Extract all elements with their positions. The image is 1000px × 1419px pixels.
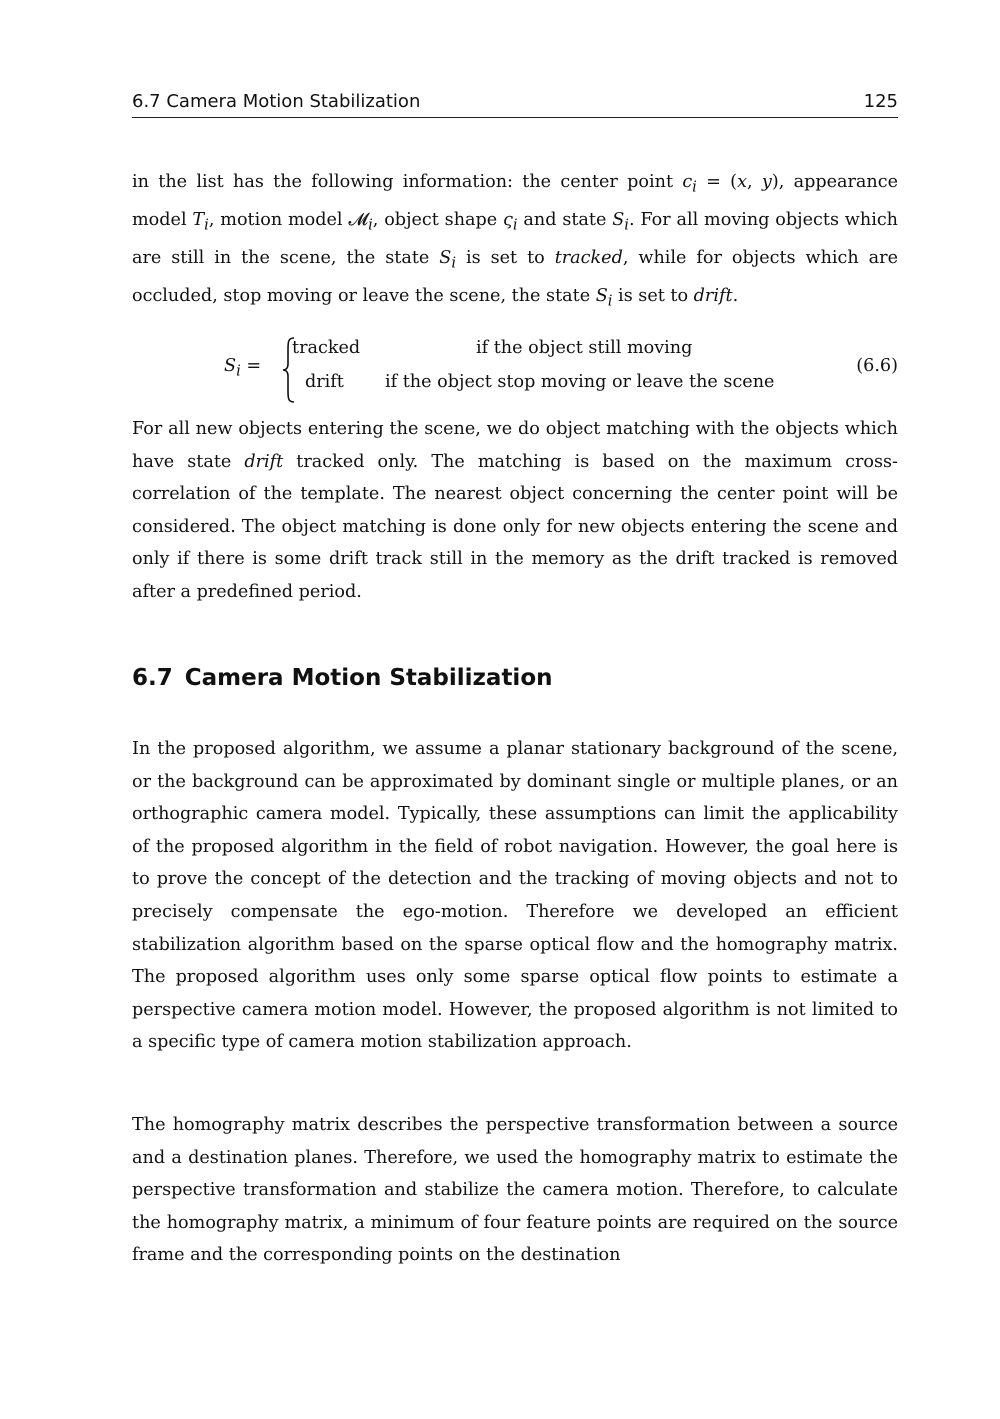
running-header <box>132 88 898 118</box>
section-number: 6.7 <box>132 665 173 691</box>
text-run: is set to <box>456 248 555 269</box>
math-subscript: i <box>607 292 613 310</box>
text-run: . For all moving objects which are still in the scene, the state <box>132 210 899 269</box>
math-var: y <box>761 172 772 192</box>
text-run: and state <box>517 210 613 231</box>
section-heading <box>132 660 553 696</box>
text-run: tracked only. The matching is based on the maximum cross-correlation of the template. The nearest object concerning the center point will be considered. The object matching is done only for new objects entering the scene and only if there is some drift track still in the memory as the drift tracked is removed after a predefined period. <box>132 451 898 602</box>
math-var: 𝓜 <box>348 210 369 231</box>
math-var: x <box>737 172 747 192</box>
text-run: is set to <box>612 286 694 307</box>
case-condition: if the object still moving <box>476 338 693 358</box>
text-run: , while for objects which are occluded, stop moving or leave the scene, the state <box>132 248 898 307</box>
paragraph-object-matching <box>132 413 898 609</box>
text-run: , <box>747 172 762 192</box>
math-var: S <box>224 356 237 376</box>
text-run: in the list has the following information: the center point <box>132 172 683 192</box>
text-run: , object shape <box>372 210 504 231</box>
math-var: c <box>682 172 693 192</box>
case-condition: if the object stop moving or leave the scene <box>385 372 775 392</box>
case-value: tracked <box>292 338 361 358</box>
equals-sign: = <box>240 356 262 376</box>
math-subscript: i <box>692 178 697 196</box>
italic-term: tracked <box>554 248 623 269</box>
math-subscript: i <box>368 216 373 234</box>
math-var: S <box>595 286 608 307</box>
page-number: 125 <box>863 91 898 112</box>
text-run: , motion model <box>208 210 349 231</box>
math-subscript: i <box>236 362 241 380</box>
math-subscript: i <box>624 216 629 234</box>
section-title: Camera Motion Stabilization <box>184 665 553 691</box>
math-var: ς <box>503 210 513 231</box>
math-subscript: i <box>451 254 457 272</box>
italic-term: drift <box>244 451 284 472</box>
equation-number: (6.6) <box>856 356 898 376</box>
paragraph-stabilization-assumptions: In the proposed algorithm, we assume a planar stationary background of the scene, or the background can be approximated by dominant single or multiple planes, or an orthographic camera model. Typically, these assumptions can limit the applicability of the proposed algorithm in the field of robot navigation. However, the goal here is to prove the concept of the detection and the tracking of moving objects and not to precisely compensate the ego-motion. Therefore we developed an efficient stabilization algorithm based on the sparse optical flow and the homography matrix. The proposed algorithm uses only some sparse optical flow points to estimate a perspective camera motion model. However, the proposed algorithm is not limited to a specific type of camera motion stabilization approach. <box>132 739 898 1053</box>
math-var: T <box>192 210 205 231</box>
paragraph-homography: The homography matrix describes the perspective transformation between a source and a destination planes. Therefore, we used the homography matrix to estimate the perspective transformation and stabilize the camera motion. Therefore, to calculate the homography matrix, a minimum of four feature points are required on the source frame and the corresponding points on the destination <box>132 1115 898 1266</box>
paragraph-object-info <box>132 166 898 318</box>
text-run: For all new objects entering the scene, we do object matching with the objects which have state <box>132 419 898 472</box>
running-title: 6.7 Camera Motion Stabilization <box>132 91 421 112</box>
case-value: drift <box>305 372 344 392</box>
text-run: . <box>732 286 739 307</box>
equation-6-6 <box>132 336 898 408</box>
equation-lhs <box>224 356 261 380</box>
math-var: S <box>612 210 625 231</box>
math-subscript: i <box>512 216 518 234</box>
text-run: ), appearance model <box>132 172 899 231</box>
text-run: = ( <box>696 172 738 192</box>
math-subscript: i <box>204 216 209 234</box>
italic-term: drift <box>693 286 733 307</box>
math-var: S <box>439 248 452 269</box>
